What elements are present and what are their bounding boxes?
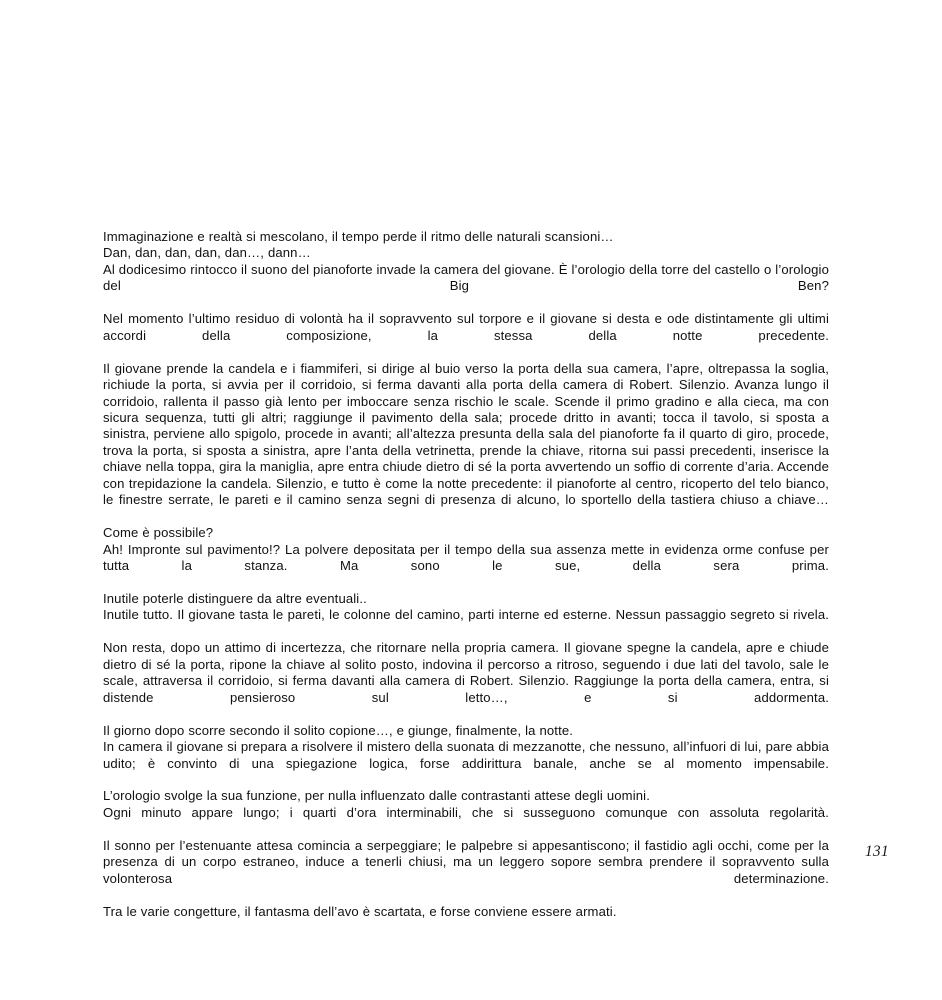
paragraph: Il giorno dopo scorre secondo il solito copione…, e giunge, finalmente, la notte. xyxy=(103,722,574,738)
paragraph: Al dodicesimo rintocco il suono del pianoforte invade la camera del giovane. È l’orologio della torre del castello o l’orologio del Big Ben? xyxy=(103,261,829,294)
paragraph: Il giovane prende la candela e i fiammiferi, si dirige al buio verso la porta della sua camera, l’apre, oltrepassa la soglia, richiude la porta, si avvia per il corridoio, si ferma davanti alla porta della camera di Robert. Silenzio. Avanza lungo il corridoio, rallenta il passo già lento per imboccare senza rischio le scale. Scende il primo gradino e alla cieca, ma con sicura sequenza, tutti gli altri; raggiunge il pavimento della sala; procede dritto in avanti; tocca il tavolo, si sposta a sinistra, perviene allo spigolo, procede in avanti; all’altezza presunta della sala del pianoforte fa il quarto di giro, procede, trova la porta, si sposta a sinistra, apre l’anta della vetrinetta, prende la chiave, ritorna sui passi precedenti, inserisce la chiave nella toppa, gira la maniglia, apre entra chiude dietro di sé la porta avvertendo un soffio di corrente d’aria. Accende con trepidazione la candela. Silenzio, e tutto è come la notte precedente: il pianoforte al centro, ricoperto del telo bianco, le finestre serrate, le pareti e il camino senza segni di presenza di alcuno, lo sportello della tastiera chiuso a chiave… xyxy=(103,360,829,508)
paragraph: Non resta, dopo un attimo di incertezza, che ritornare nella propria camera. Il giovane spegne la candela, apre e chiude dietro di sé la porta, ripone la chiave al solito posto, indovina il percorso a ritroso, seguendo i due lati del tavolo, sale le scale, attraversa il corridoio, si ferma davanti alla camera di Robert. Silenzio. Raggiunge la porta della camera, entra, si distende pensieroso sul letto…, e si addormenta. xyxy=(103,640,829,705)
paragraph: L’orologio svolge la sua funzione, per nulla influenzato dalle contrastanti attese degli uomini. xyxy=(103,788,650,804)
paragraph: Come è possibile? xyxy=(103,525,214,541)
paragraph: Dan, dan, dan, dan, dan…, dann… xyxy=(103,245,311,261)
paragraph: Immaginazione e realtà si mescolano, il tempo perde il ritmo delle naturali scansioni… xyxy=(103,229,614,244)
paragraph: Il sonno per l’estenuante attesa comincia a serpeggiare; le palpebre si appesantiscono; il fastidio agli occhi, come per la presenza di un corpo estraneo, induce a tenerli chiusi, ma un leggero sopore sembra prendere il sopravvento sulla volonterosa determinazione. xyxy=(103,837,829,886)
paragraph: Nel momento l’ultimo residuo di volontà ha il sopravvento sul torpore e il giovane si desta e ode distintamente gli ultimi accordi della composizione, la stessa della notte precedente. xyxy=(103,311,829,343)
body-text-column xyxy=(103,229,829,920)
paragraph: Inutile poterle distinguere da altre eventuali.. xyxy=(103,590,367,606)
paragraph: Ogni minuto appare lungo; i quarti d’ora interminabili, che si susseguono comunque con assoluta regolarità. xyxy=(103,804,829,820)
paragraph: Ah! Impronte sul pavimento!? La polvere depositata per il tempo della sua assenza mette in evidenza orme confuse per tutta la stanza. Ma sono le sue, della sera prima. xyxy=(103,541,829,574)
page-number: 131 xyxy=(864,843,889,860)
paragraph: Tra le varie congetture, il fantasma dell’avo è scartata, e forse conviene essere armati. xyxy=(103,903,617,919)
paragraph: In camera il giovane si prepara a risolvere il mistero della suonata di mezzanotte, che nessuno, all’infuori di lui, pare abbia udito; è convinto di una spiegazione logica, forse addirittura banale, anche se al momento impensabile. xyxy=(103,739,829,771)
paragraph: Inutile tutto. Il giovane tasta le pareti, le colonne del camino, parti interne ed esterne. Nessun passaggio segreto si rivela. xyxy=(103,607,829,623)
